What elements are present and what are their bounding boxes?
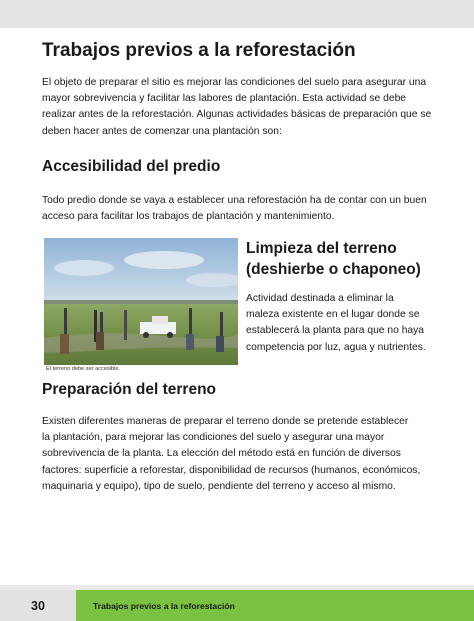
intro-paragraph bbox=[42, 75, 442, 140]
intro-line: deben hacer antes de comenzar una plantación son: bbox=[42, 125, 282, 137]
intro-line: El objeto de preparar el sitio es mejorar las condiciones del suelo para asegurar una bbox=[42, 77, 427, 88]
preparacion-line: la plantación, para mejorar las condiciones del suelo y asegurar una mayor bbox=[42, 432, 385, 444]
section-title-preparacion: Preparación del terreno bbox=[42, 381, 217, 398]
preparacion-line: factores: superficie a reforestar, disponibilidad de recursos (humanos, económicos, bbox=[42, 464, 421, 476]
limpieza-line: establecerá la planta para que no haya bbox=[246, 325, 425, 337]
field-photo bbox=[44, 238, 238, 365]
page-footer bbox=[0, 590, 474, 621]
top-band bbox=[0, 0, 474, 28]
limpieza-title-line: Limpieza del terreno bbox=[246, 240, 397, 257]
limpieza-line: Actividad destinada a eliminar la bbox=[246, 293, 394, 304]
footer-title: Trabajos previos a la reforestación bbox=[93, 600, 235, 611]
intro-line: realizar antes de la reforestación. Algunas actividades básicas de preparación que se bbox=[42, 109, 432, 121]
limpieza-title-line: (deshierbe o chaponeo) bbox=[246, 261, 421, 278]
accesibilidad-paragraph bbox=[42, 193, 442, 225]
preparacion-paragraph bbox=[42, 414, 452, 495]
accesibilidad-line: acceso para facilitar los trabajos de plantación y mantenimiento. bbox=[42, 211, 335, 223]
limpieza-paragraph bbox=[246, 291, 446, 356]
section-title-accesibilidad: Accesibilidad del predio bbox=[42, 158, 221, 175]
intro-line: mayor sobrevivencia y facilitar las labores de plantación. Esta actividad se debe bbox=[42, 93, 407, 105]
section-title-limpieza bbox=[246, 238, 421, 280]
field-photo-illustration bbox=[44, 238, 238, 365]
photo-caption: El terreno debe ser accesible. bbox=[46, 366, 121, 372]
page-title: Trabajos previos a la reforestación bbox=[42, 40, 356, 61]
accesibilidad-line: Todo predio donde se vaya a establecer una reforestación ha de contar con un buen bbox=[42, 195, 427, 206]
preparacion-line: Existen diferentes maneras de preparar el terreno donde se pretende establecer bbox=[42, 416, 409, 427]
limpieza-line: competencia por luz, agua y nutrientes. bbox=[246, 341, 426, 353]
footer-bar bbox=[76, 590, 474, 621]
page-number: 30 bbox=[0, 590, 76, 621]
preparacion-line: maquinaria y equipo), tipo de suelo, pendiente del terreno y acceso al mismo. bbox=[42, 480, 396, 492]
preparacion-line: sobrevivencia de la planta. La elección del método está en función de diversos bbox=[42, 448, 401, 460]
limpieza-line: maleza existente en el lugar donde se bbox=[246, 309, 420, 321]
